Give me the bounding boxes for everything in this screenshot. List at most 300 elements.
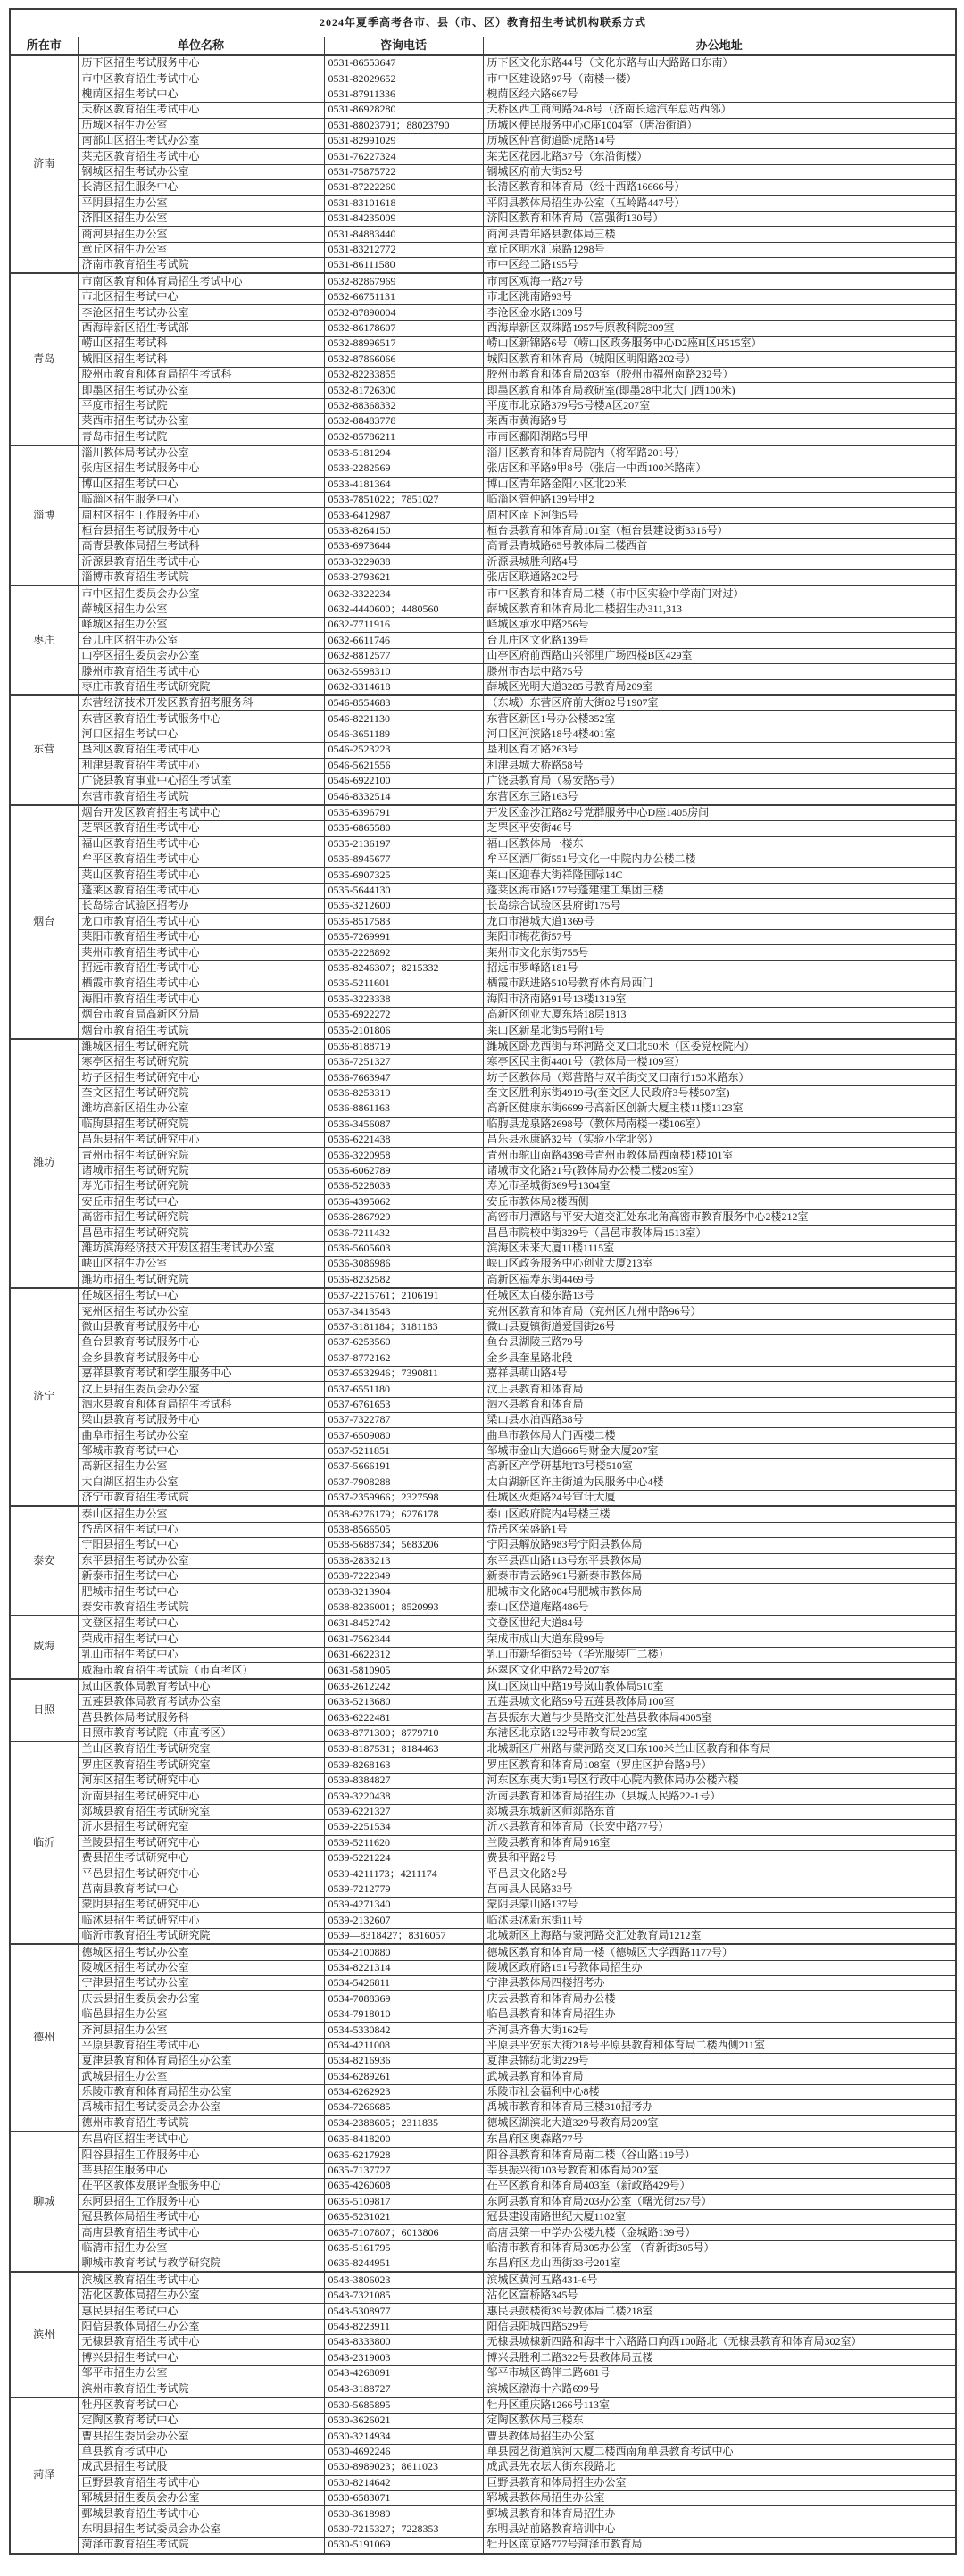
col-header-address: 办公地址 <box>483 37 956 56</box>
table-row <box>10 2460 956 2475</box>
phone-cell: 0546-3651189 <box>324 727 483 742</box>
address-cell: 市中区教育和体育局二楼（市中区实验中学南门对过） <box>483 586 956 602</box>
address-cell: 微山县夏镇街道爱国街26号 <box>483 1319 956 1334</box>
table-row <box>10 1288 956 1304</box>
address-cell: 莱山区新星北街5号附1号 <box>483 1023 956 1039</box>
address-cell: 山亭区府前西路山兴邻里广场四楼B区429室 <box>483 648 956 663</box>
unit-cell: 泗水县教育和体育局招生考试科 <box>78 1397 324 1412</box>
address-cell: 福山区教体局一楼东 <box>483 836 956 852</box>
phone-cell: 0531-87222260 <box>324 180 483 195</box>
address-cell: 峡山区政务服务中心创业大厦213室 <box>483 1257 956 1272</box>
unit-cell: 平阴县招生办公室 <box>78 195 324 211</box>
table-row <box>10 1117 956 1132</box>
table-row <box>10 1741 956 1757</box>
unit-cell: 沂水县招生考试研究室 <box>78 1820 324 1835</box>
unit-cell: 市北区招生考试中心 <box>78 289 324 304</box>
address-cell: 兖州区教育和体育局（兖州区九州中路96号） <box>483 1304 956 1319</box>
unit-cell: 齐河县招生办公室 <box>78 2023 324 2038</box>
phone-cell: 0530-3618989 <box>324 2506 483 2522</box>
city-cell: 潍坊 <box>10 1039 78 1288</box>
phone-cell: 0632-3314618 <box>324 679 483 695</box>
address-cell: 岱岳区荣盛路1号 <box>483 1522 956 1537</box>
phone-cell: 0535-6922272 <box>324 1007 483 1022</box>
address-cell: 栖霞市跃进路510号教育体育局西门 <box>483 976 956 992</box>
phone-cell: 0536-8188719 <box>324 1039 483 1055</box>
phone-cell: 0631-8452742 <box>324 1616 483 1632</box>
address-cell: 冠县建设南路世纪大厦1102室 <box>483 2209 956 2224</box>
unit-cell: 巨野县教育招生考试中心 <box>78 2475 324 2490</box>
table-row <box>10 976 956 992</box>
unit-cell: 长岛综合试验区招考办 <box>78 899 324 914</box>
table-row <box>10 1209 956 1225</box>
city-cell: 淄博 <box>10 445 78 586</box>
unit-cell: 乳山市招生考试中心 <box>78 1647 324 1662</box>
address-cell: 平邑县文化路2号 <box>483 1866 956 1882</box>
unit-cell: 河口区招生考试中心 <box>78 727 324 742</box>
address-cell: 周村区南下河街5号 <box>483 508 956 523</box>
table-row <box>10 633 956 648</box>
phone-cell: 0533-6412987 <box>324 508 483 523</box>
phone-cell: 0532-87866066 <box>324 352 483 367</box>
table-row <box>10 2115 956 2131</box>
phone-cell: 0536-8253319 <box>324 1085 483 1101</box>
unit-cell: 罗庄区教育招生考试研究室 <box>78 1757 324 1773</box>
city-cell: 济宁 <box>10 1288 78 1506</box>
address-cell: 东昌府区龙山西街33号201室 <box>483 2256 956 2273</box>
unit-cell: 五莲县教体局教育考试办公室 <box>78 1695 324 1710</box>
table-row <box>10 508 956 523</box>
phone-cell: 0543-3188727 <box>324 2381 483 2397</box>
address-cell: 北城新区上海路与蒙河路交汇处教育局1212室 <box>483 1928 956 1944</box>
phone-cell: 0543-8333800 <box>324 2335 483 2350</box>
address-cell: 历下区文化东路44号（文化东路与山大路路口东南） <box>483 55 956 71</box>
table-row <box>10 883 956 898</box>
phone-cell: 0533-2282569 <box>324 461 483 477</box>
table-row <box>10 2148 956 2163</box>
address-cell: 惠民县鼓楼街39号教体局二楼218室 <box>483 2304 956 2319</box>
address-cell: 单县园艺街道滨河大厦二楼西南角单县教育考试中心 <box>483 2444 956 2459</box>
table-row <box>10 133 956 148</box>
unit-cell: 费县招生考试研究中心 <box>78 1850 324 1866</box>
table-row <box>10 273 956 289</box>
unit-cell: 临朐县招生考试研究院 <box>78 1117 324 1132</box>
unit-cell: 茌平区教体发展评查服务中心 <box>78 2179 324 2194</box>
address-cell: 淄川区教育和体育局院内（将军路201号） <box>483 445 956 461</box>
phone-cell: 0539-8268163 <box>324 1757 483 1773</box>
address-cell: 邹平市城区鹤伴二路681号 <box>483 2365 956 2381</box>
address-cell: 崂山区新锦路6号（崂山区政务服务中心D2座H区H515室） <box>483 337 956 352</box>
address-cell: 宁津县教体局四楼招考办 <box>483 1976 956 1991</box>
phone-cell: 0535-2136197 <box>324 836 483 852</box>
address-cell: 郓城县教体局招生办公室 <box>483 2490 956 2505</box>
table-row <box>10 149 956 164</box>
table-row <box>10 305 956 320</box>
phone-cell: 0539—8318427；8316057 <box>324 1928 483 1944</box>
phone-cell: 0537-2215761；2106191 <box>324 1288 483 1304</box>
table-row <box>10 2288 956 2303</box>
phone-cell: 0546-2523223 <box>324 743 483 758</box>
unit-cell: 禹城市招生考试委员会办公室 <box>78 2100 324 2115</box>
table-row <box>10 429 956 445</box>
unit-cell: 天桥区教育招生考试中心 <box>78 103 324 118</box>
phone-cell: 0535-2228892 <box>324 945 483 960</box>
unit-cell: 鄄城县教育招生考试中心 <box>78 2506 324 2522</box>
address-cell: 环翠区文化中路72号207室 <box>483 1663 956 1679</box>
table-row <box>10 227 956 242</box>
city-cell: 威海 <box>10 1616 78 1679</box>
phone-cell: 0633-5213680 <box>324 1695 483 1710</box>
unit-cell: 嘉祥县教育考试和学生服务中心 <box>78 1366 324 1381</box>
unit-cell: 高密市招生考试研究院 <box>78 1209 324 1225</box>
unit-cell: 福山区教育招生考试中心 <box>78 836 324 852</box>
unit-cell: 招远市教育招生考试中心 <box>78 960 324 976</box>
table-row <box>10 2054 956 2069</box>
phone-cell: 0535-8246307；8215332 <box>324 960 483 976</box>
table-row <box>10 195 956 211</box>
address-cell: 海阳市济南路91号13楼1319室 <box>483 992 956 1007</box>
address-cell: 市北区洮南路93号 <box>483 289 956 304</box>
address-cell: 薛城区教育和体育局北二楼招生办311,313 <box>483 602 956 617</box>
unit-cell: 长清区招生服务中心 <box>78 180 324 195</box>
table-row <box>10 1835 956 1850</box>
phone-cell: 0536-8232582 <box>324 1272 483 1288</box>
table-row <box>10 2163 956 2178</box>
phone-cell: 0532-88996517 <box>324 337 483 352</box>
table-row <box>10 868 956 883</box>
address-cell: 莱阳市梅花街57号 <box>483 929 956 944</box>
phone-cell: 0632-8812577 <box>324 648 483 663</box>
address-cell: 沂南县教育和体育局招生办（县城人民路22-1号） <box>483 1789 956 1804</box>
table-row <box>10 914 956 929</box>
address-cell: 博山区青年路金阳小区北20米 <box>483 477 956 492</box>
phone-cell: 0535-5644130 <box>324 883 483 898</box>
table-row <box>10 398 956 413</box>
table-row <box>10 2506 956 2522</box>
address-cell: 东昌府区奥森路77号 <box>483 2131 956 2148</box>
address-cell: 莒南县人民路33号 <box>483 1882 956 1897</box>
table-row <box>10 1101 956 1117</box>
address-cell: 台儿庄区文化路139号 <box>483 633 956 648</box>
unit-cell: 诸城市招生考试研究院 <box>78 1163 324 1178</box>
address-cell: 无棣县城棣新四路和海丰十六路路口向西100路北（无棣县教育和体育局302室） <box>483 2335 956 2350</box>
address-cell: 临沭县沭新东街11号 <box>483 1913 956 1928</box>
table-row <box>10 1412 956 1427</box>
phone-cell: 0535-6396791 <box>324 805 483 821</box>
table-row <box>10 352 956 367</box>
unit-cell: 周村区招生工作服务中心 <box>78 508 324 523</box>
unit-cell: 任城区招生考试中心 <box>78 1288 324 1304</box>
unit-cell: 薛城区招生办公室 <box>78 602 324 617</box>
address-cell: 西海岸新区双珠路1957号原教科院309室 <box>483 320 956 336</box>
address-cell: 泰山区政府院内4号楼三楼 <box>483 1506 956 1522</box>
phone-cell: 0531-87911336 <box>324 87 483 102</box>
phone-cell: 0631-5810905 <box>324 1663 483 1679</box>
table-row <box>10 1506 956 1522</box>
unit-cell: 桓台县招生考试服务中心 <box>78 523 324 538</box>
unit-cell: 聊城市教育考试与教学研究院 <box>78 2256 324 2273</box>
unit-cell: 泰山区招生办公室 <box>78 1506 324 1522</box>
address-cell: 莘县振兴街103号教育和体育局202室 <box>483 2163 956 2178</box>
table-row <box>10 1538 956 1553</box>
address-cell: 临朐县龙泉路2698号（教体局南楼一楼106室） <box>483 1117 956 1132</box>
phone-cell: 0535-7269991 <box>324 929 483 944</box>
table-row <box>10 258 956 274</box>
table-row <box>10 445 956 461</box>
address-cell: 宁阳县解放路983号宁阳县教体局 <box>483 1538 956 1553</box>
unit-cell: 临沂市教育招生考试研究院 <box>78 1928 324 1944</box>
address-cell: 莱西市黄海路9号 <box>483 413 956 428</box>
address-cell: 东营区东三路163号 <box>483 789 956 805</box>
phone-cell: 0632-5598310 <box>324 664 483 679</box>
table-row <box>10 1882 956 1897</box>
table-row <box>10 836 956 852</box>
table-row <box>10 1163 956 1178</box>
table-row <box>10 2084 956 2099</box>
table-row <box>10 1459 956 1475</box>
phone-cell: 0635-8418200 <box>324 2131 483 2148</box>
phone-cell: 0530-8989023；8611023 <box>324 2460 483 2475</box>
unit-cell: 临清市招生办公室 <box>78 2240 324 2256</box>
phone-cell: 0546-8332514 <box>324 789 483 805</box>
address-cell: 东阿县教育和体育局203办公室（曙光街257号） <box>483 2194 956 2209</box>
unit-cell: 牟平区教育招生考试中心 <box>78 852 324 867</box>
phone-cell: 0631-7562344 <box>324 1632 483 1647</box>
phone-cell: 0535-5211601 <box>324 976 483 992</box>
unit-cell: 邹平市招生办公室 <box>78 2365 324 2381</box>
phone-cell: 0632-6611746 <box>324 633 483 648</box>
unit-cell: 德城区招生考试办公室 <box>78 1944 324 1960</box>
unit-cell: 岱岳区招生考试中心 <box>78 1522 324 1537</box>
unit-cell: 河东区招生考试研究中心 <box>78 1773 324 1788</box>
phone-cell: 0633-6222481 <box>324 1710 483 1725</box>
unit-cell: 曲阜市招生考试办公室 <box>78 1428 324 1443</box>
table-row <box>10 289 956 304</box>
phone-cell: 0536-2867929 <box>324 1209 483 1225</box>
table-row <box>10 2131 956 2148</box>
address-cell: 平阴县教体局招生办公室（五岭路447号） <box>483 195 956 211</box>
unit-cell: 肥城市招生考试中心 <box>78 1584 324 1600</box>
unit-cell: 泰安市教育招生考试院 <box>78 1600 324 1616</box>
unit-cell: 东营区教育招生考试服务中心 <box>78 711 324 727</box>
table-row <box>10 2381 956 2397</box>
table-row <box>10 1085 956 1101</box>
address-cell: 东营区新区1号办公楼352室 <box>483 711 956 727</box>
phone-cell: 0531-83212772 <box>324 242 483 257</box>
unit-cell: 文登区招生考试中心 <box>78 1616 324 1632</box>
unit-cell: 阳谷县招生工作服务中心 <box>78 2148 324 2163</box>
address-cell: （东城）东营区府前大街82号1907室 <box>483 695 956 711</box>
table-row <box>10 211 956 226</box>
table-row <box>10 664 956 679</box>
phone-cell: 0534-6289261 <box>324 2069 483 2084</box>
address-cell: 曲阜市教体局大门西楼二楼 <box>483 1428 956 1443</box>
unit-cell: 惠民县招生考试中心 <box>78 2304 324 2319</box>
phone-cell: 0536-5605603 <box>324 1241 483 1256</box>
table-row <box>10 1304 956 1319</box>
address-cell: 昌邑市院校中街329号（昌邑市教体局1513室） <box>483 1226 956 1241</box>
address-cell: 阳谷县教育和体育局南二楼（谷山路119号） <box>483 2148 956 2163</box>
table-row <box>10 1960 956 1975</box>
phone-cell: 0539-8187531；8184463 <box>324 1741 483 1757</box>
table-row <box>10 1695 956 1710</box>
address-cell: 商河县青年路县教体局三楼 <box>483 227 956 242</box>
table-row <box>10 773 956 788</box>
phone-cell: 0543-7321085 <box>324 2288 483 2303</box>
phone-cell: 0543-4268091 <box>324 2365 483 2381</box>
table-row <box>10 2444 956 2459</box>
unit-cell: 济宁市教育招生考试院 <box>78 1490 324 1506</box>
phone-cell: 0532-85786211 <box>324 429 483 445</box>
table-row <box>10 2256 956 2273</box>
phone-cell: 0530-5685895 <box>324 2397 483 2414</box>
phone-cell: 0632-4440600；4480560 <box>324 602 483 617</box>
unit-cell: 寒亭区招生考试研究院 <box>78 1055 324 1070</box>
address-cell: 广饶县教育局（易安路5号） <box>483 773 956 788</box>
address-cell: 昌乐县永康路32号（实验小学北邻） <box>483 1132 956 1147</box>
table-row <box>10 805 956 821</box>
address-cell: 槐荫区经六路667号 <box>483 87 956 102</box>
address-cell: 牟平区酒厂街551号文化一中院内办公楼二楼 <box>483 852 956 867</box>
unit-cell: 台儿庄区招生办公室 <box>78 633 324 648</box>
unit-cell: 莒县教体局考试服务科 <box>78 1710 324 1725</box>
table-row <box>10 1804 956 1819</box>
unit-cell: 胶州市教育和体育局招生考试科 <box>78 367 324 382</box>
table-row <box>10 1335 956 1350</box>
unit-cell: 兰山区教育招生考试研究室 <box>78 1741 324 1757</box>
table-row <box>10 2007 956 2022</box>
unit-cell: 临沭县招生考试研究中心 <box>78 1913 324 1928</box>
table-row <box>10 87 956 102</box>
unit-cell: 郓城县招生委员会办公室 <box>78 2490 324 2505</box>
address-cell: 滨海区未来大厦11楼1115室 <box>483 1241 956 1256</box>
phone-cell: 0531-84235009 <box>324 211 483 226</box>
unit-cell: 龙口市教育招生考试中心 <box>78 914 324 929</box>
phone-cell: 0632-3322234 <box>324 586 483 602</box>
address-cell: 鄄城县教育和体育局招生办 <box>483 2506 956 2522</box>
phone-cell: 0532-82867969 <box>324 273 483 289</box>
city-cell: 滨州 <box>10 2272 78 2397</box>
table-row <box>10 899 956 914</box>
table-row <box>10 2522 956 2537</box>
address-cell: 嘉祥县萌山路4号 <box>483 1366 956 1381</box>
unit-cell: 枣庄市教育招生考试研究院 <box>78 679 324 695</box>
contact-table <box>9 8 957 2555</box>
table-row <box>10 164 956 179</box>
phone-cell: 0532-66751131 <box>324 289 483 304</box>
table-row <box>10 679 956 695</box>
unit-cell: 菏泽市教育招生考试院 <box>78 2538 324 2554</box>
city-cell: 泰安 <box>10 1506 78 1616</box>
unit-cell: 无棣县教育招生考试中心 <box>78 2335 324 2350</box>
phone-cell: 0535-6865580 <box>324 821 483 836</box>
phone-cell: 0635-8244951 <box>324 2256 483 2273</box>
table-row <box>10 1366 956 1381</box>
phone-cell: 0536-7251327 <box>324 1055 483 1070</box>
address-cell: 庆云县教育和体育局办公楼 <box>483 1991 956 2007</box>
address-cell: 即墨区教育和体育局教研室(即墨28中北大门西100米) <box>483 383 956 398</box>
address-cell: 邹城市金山大道666号财金大厦207室 <box>483 1443 956 1458</box>
table-row <box>10 1820 956 1835</box>
unit-cell: 市南区教育和体育局招生考试中心 <box>78 273 324 289</box>
phone-cell: 0538-8236001；8520993 <box>324 1600 483 1616</box>
phone-cell: 0538-2833213 <box>324 1553 483 1568</box>
phone-cell: 0539-6221327 <box>324 1804 483 1819</box>
address-cell: 东平县西山路113号东平县教体局 <box>483 1553 956 1568</box>
table-row <box>10 337 956 352</box>
phone-cell: 0533-8264150 <box>324 523 483 538</box>
phone-cell: 0543-3806023 <box>324 2272 483 2288</box>
table-row <box>10 2100 956 2115</box>
table-row <box>10 1632 956 1647</box>
table-row <box>10 2272 956 2288</box>
address-cell: 天桥区西工商河路24-8号（济南长途汽车总站西邻） <box>483 103 956 118</box>
table-row <box>10 711 956 727</box>
unit-cell: 曹县招生委员会办公室 <box>78 2429 324 2444</box>
address-cell: 市中区经二路195号 <box>483 258 956 274</box>
unit-cell: 济南市教育招生考试院 <box>78 258 324 274</box>
table-row <box>10 1976 956 1991</box>
phone-cell: 0531-83101618 <box>324 195 483 211</box>
phone-cell: 0534-5426811 <box>324 1976 483 1991</box>
address-cell: 乳山市新华街53号（华光服装厂二楼） <box>483 1647 956 1662</box>
address-cell: 历城区仲宫街道卧虎路14号 <box>483 133 956 148</box>
phone-cell: 0530-3214934 <box>324 2429 483 2444</box>
title-row <box>10 9 956 37</box>
unit-cell: 陵城区招生考试办公室 <box>78 1960 324 1975</box>
phone-cell: 0635-4260608 <box>324 2179 483 2194</box>
unit-cell: 乐陵市教育和体育局招生办公室 <box>78 2084 324 2099</box>
unit-cell: 微山县教育考试服务中心 <box>78 1319 324 1334</box>
phone-cell: 0531-86553647 <box>324 55 483 71</box>
address-cell: 费县和平路2号 <box>483 1850 956 1866</box>
phone-cell: 0532-86178607 <box>324 320 483 336</box>
address-cell: 沂源县城胜利路4号 <box>483 554 956 569</box>
address-cell: 文登区世纪大道84号 <box>483 1616 956 1632</box>
unit-cell: 阳信县教体局招生办公室 <box>78 2319 324 2334</box>
unit-cell: 冠县教体局招生考试中心 <box>78 2209 324 2224</box>
table-row <box>10 1272 956 1288</box>
unit-cell: 青州市招生考试研究院 <box>78 1148 324 1163</box>
phone-cell: 0536-6221438 <box>324 1132 483 1147</box>
address-cell: 坊子区教体局（郑营路与双羊街交叉口南行150米路东） <box>483 1070 956 1085</box>
table-row <box>10 320 956 336</box>
table-row <box>10 1132 956 1147</box>
phone-cell: 0539-2251534 <box>324 1820 483 1835</box>
unit-cell: 济阳区招生办公室 <box>78 211 324 226</box>
address-cell: 钢城区府前大街52号 <box>483 164 956 179</box>
address-cell: 章丘区明水汇泉路1298号 <box>483 242 956 257</box>
address-cell: 成武县先农坛大街东段路北 <box>483 2460 956 2475</box>
address-cell: 汶上县教育和体育局 <box>483 1382 956 1397</box>
table-row <box>10 1257 956 1272</box>
phone-cell: 0635-6217928 <box>324 2148 483 2163</box>
table-row <box>10 2397 956 2414</box>
address-cell: 禹城市教育和体育局三楼310招考办 <box>483 2100 956 2115</box>
address-cell: 桓台县教育和体育局101室（桓台县建设街3316号） <box>483 523 956 538</box>
address-cell: 莒县振东大道与少昊路交汇处莒县教体局4005室 <box>483 1710 956 1725</box>
unit-cell: 鱼台县教育考试服务中心 <box>78 1335 324 1350</box>
phone-cell: 0532-81726300 <box>324 383 483 398</box>
phone-cell: 0535-2101806 <box>324 1023 483 1039</box>
table-row <box>10 2475 956 2490</box>
unit-cell: 兖州区招生考试办公室 <box>78 1304 324 1319</box>
table-row <box>10 383 956 398</box>
address-cell: 鱼台县湖陵三路79号 <box>483 1335 956 1350</box>
address-cell: 平原县平安东大街218号平原县教育和体育局二楼西侧211室 <box>483 2038 956 2053</box>
phone-cell: 0537-5666191 <box>324 1459 483 1475</box>
unit-cell: 淄博市教育招生考试院 <box>78 569 324 586</box>
unit-cell: 沾化区教体局招生办公室 <box>78 2288 324 2303</box>
